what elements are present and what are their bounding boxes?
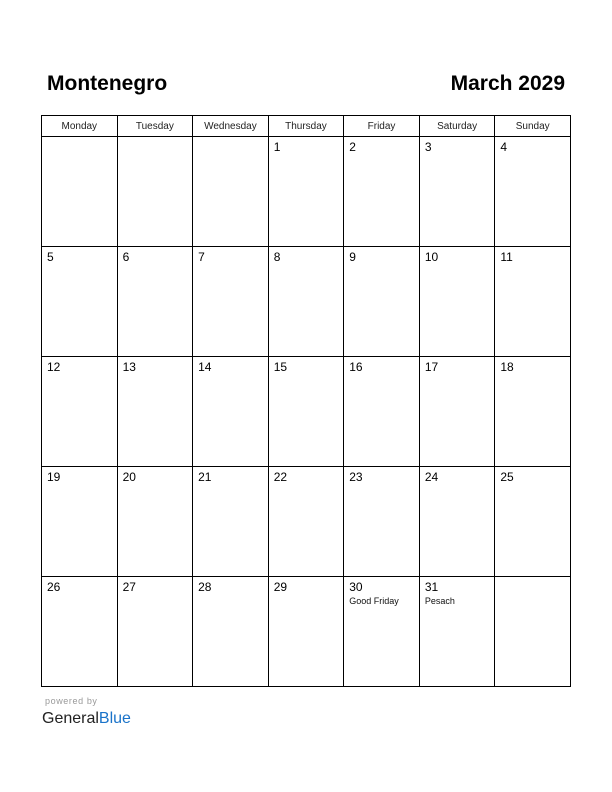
day-cell — [495, 357, 571, 467]
day-number: 15 — [273, 360, 288, 374]
month-year-title: March 2029 — [450, 72, 565, 95]
day-number: 16 — [349, 360, 363, 374]
day-cell — [193, 357, 269, 467]
day-number: 2 — [349, 140, 356, 154]
day-cell — [268, 467, 344, 577]
day-cell — [419, 577, 495, 687]
weekday-saturday: Saturday — [419, 116, 495, 137]
footer-branding — [42, 696, 131, 729]
weekday-wednesday: Wednesday — [193, 116, 269, 137]
day-number: 7 — [198, 250, 205, 264]
day-cell — [193, 247, 269, 357]
day-cell — [117, 357, 193, 467]
day-cell — [42, 357, 118, 467]
day-number: 3 — [424, 140, 432, 154]
day-cell — [344, 467, 420, 577]
day-cell — [268, 137, 344, 247]
day-cell — [42, 247, 118, 357]
day-number: 18 — [500, 360, 514, 374]
day-cell — [344, 357, 420, 467]
day-cell — [344, 247, 420, 357]
day-number: 4 — [500, 140, 508, 154]
day-number: 20 — [122, 470, 136, 484]
day-number: 29 — [273, 580, 288, 594]
calendar-body — [42, 137, 571, 687]
day-number: 12 — [47, 360, 61, 374]
day-number: 26 — [47, 580, 61, 594]
calendar-grid — [41, 115, 571, 687]
day-number: 22 — [273, 470, 288, 484]
day-number: 21 — [198, 470, 212, 484]
day-number: 19 — [47, 470, 61, 484]
day-cell — [117, 247, 193, 357]
day-cell — [268, 577, 344, 687]
day-cell — [495, 247, 571, 357]
day-cell — [419, 357, 495, 467]
brand-blue-text: Blue — [98, 710, 131, 727]
holiday-label: Pesach — [424, 596, 455, 606]
day-cell — [193, 467, 269, 577]
weekday-header-row — [42, 116, 571, 137]
weekday-friday: Friday — [344, 116, 420, 137]
weekday-monday: Monday — [42, 116, 118, 137]
week-row — [42, 247, 571, 357]
day-number: 31 — [424, 580, 439, 594]
day-cell — [268, 357, 344, 467]
day-cell — [42, 577, 118, 687]
day-number: 6 — [122, 250, 130, 264]
day-number: 25 — [500, 470, 514, 484]
day-number: 30 — [349, 580, 363, 594]
day-cell — [42, 467, 118, 577]
day-number: 11 — [500, 250, 513, 264]
weekday-tuesday: Tuesday — [117, 116, 193, 137]
day-number: 14 — [198, 360, 212, 374]
week-row — [42, 137, 571, 247]
day-cell — [344, 577, 420, 687]
day-cell — [495, 137, 571, 247]
brand-logo — [42, 709, 131, 729]
day-cell — [495, 467, 571, 577]
brand-general-text: General — [42, 710, 99, 727]
day-cell — [193, 137, 269, 247]
country-title: Montenegro — [47, 72, 168, 95]
day-cell — [419, 467, 495, 577]
day-cell — [344, 137, 420, 247]
day-cell — [495, 577, 571, 687]
day-number: 23 — [349, 470, 363, 484]
week-row — [42, 577, 571, 687]
day-number: 27 — [122, 580, 136, 594]
powered-by-text: powered by — [45, 696, 98, 706]
week-row — [42, 357, 571, 467]
week-row — [42, 467, 571, 577]
day-cell — [42, 137, 118, 247]
day-cell — [268, 247, 344, 357]
day-number: 28 — [198, 580, 212, 594]
day-cell — [117, 577, 193, 687]
day-cell — [193, 577, 269, 687]
day-cell — [419, 137, 495, 247]
day-number: 1 — [273, 140, 281, 154]
day-number: 5 — [47, 250, 54, 264]
day-number: 8 — [273, 250, 281, 264]
day-number: 13 — [122, 360, 136, 374]
weekday-thursday: Thursday — [268, 116, 344, 137]
day-number: 10 — [424, 250, 439, 264]
day-cell — [117, 467, 193, 577]
day-cell — [419, 247, 495, 357]
day-number: 17 — [424, 360, 439, 374]
holiday-label: Good Friday — [349, 596, 399, 606]
day-number: 24 — [424, 470, 439, 484]
day-number: 9 — [349, 250, 356, 264]
weekday-sunday: Sunday — [495, 116, 571, 137]
day-cell — [117, 137, 193, 247]
